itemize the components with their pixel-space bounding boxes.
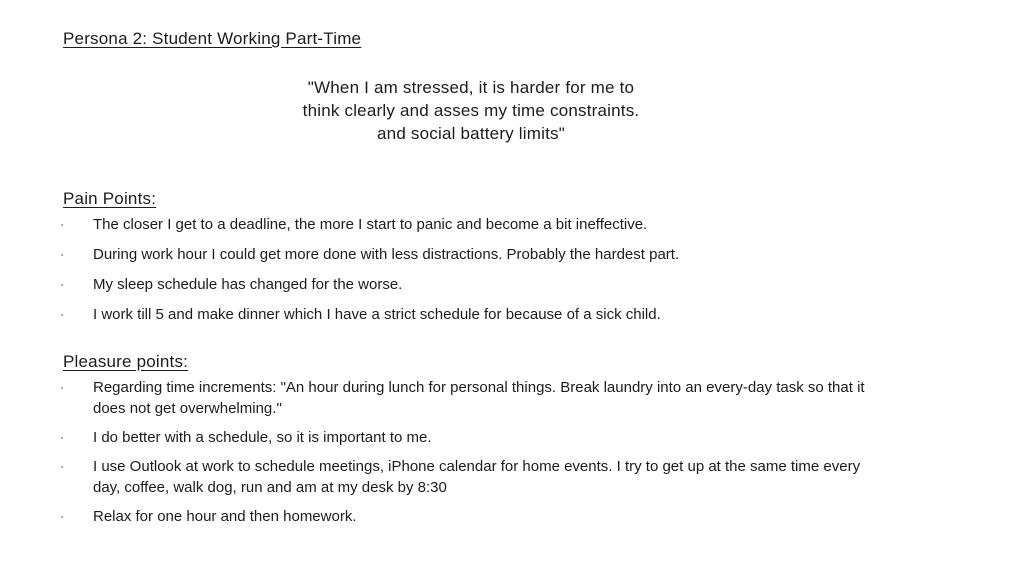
pleasure-point-text: Relax for one hour and then homework. [93, 508, 357, 525]
pleasure-points-list [60, 377, 886, 535]
pain-point-text: I work till 5 and make dinner which I have a strict schedule for because of a sick child. [93, 306, 661, 323]
pain-points-heading: Pain Points: [63, 189, 157, 208]
pain-point-text: The closer I get to a deadline, the more I start to panic and become a bit ineffective. [93, 216, 648, 233]
quote-line-1: "When I am stressed, it is harder for me to [307, 78, 635, 97]
list-item [60, 506, 886, 527]
list-item [60, 244, 886, 265]
list-item [60, 304, 886, 325]
bullet-icon [60, 214, 93, 235]
pain-points-list [60, 214, 886, 334]
bullet-icon [60, 506, 93, 527]
bullet-icon [60, 377, 93, 398]
bullet-icon [60, 274, 93, 295]
quote-line-2: think clearly and asses my time constraints. [302, 101, 640, 120]
pleasure-point-text: I do better with a schedule, so it is important to me. [93, 429, 432, 446]
list-item [60, 377, 886, 419]
bullet-icon [60, 244, 93, 265]
page-title: Persona 2: Student Working Part-Time [63, 29, 362, 48]
list-item [60, 456, 886, 498]
pain-point-text: During work hour I could get more done with less distractions. Probably the hardest part. [93, 246, 680, 263]
bullet-icon [60, 304, 93, 325]
pain-point-text: My sleep schedule has changed for the worse. [93, 276, 403, 293]
list-item [60, 427, 886, 448]
pleasure-point-text: Regarding time increments: "An hour during lunch for personal things. Break laundry into an every-day task so that it does not get overwhelming." [93, 379, 865, 417]
quote-line-3: and social battery limits" [377, 124, 565, 143]
bullet-icon [60, 427, 93, 448]
list-item [60, 214, 886, 235]
bullet-icon [60, 456, 93, 477]
pleasure-point-text: I use Outlook at work to schedule meetings, iPhone calendar for home events. I try to get up at the same time every day, coffee, walk dog, run and am at my desk by 8:30 [93, 458, 861, 496]
persona-quote [251, 76, 691, 145]
pleasure-points-heading: Pleasure points: [63, 352, 189, 371]
list-item [60, 274, 886, 295]
